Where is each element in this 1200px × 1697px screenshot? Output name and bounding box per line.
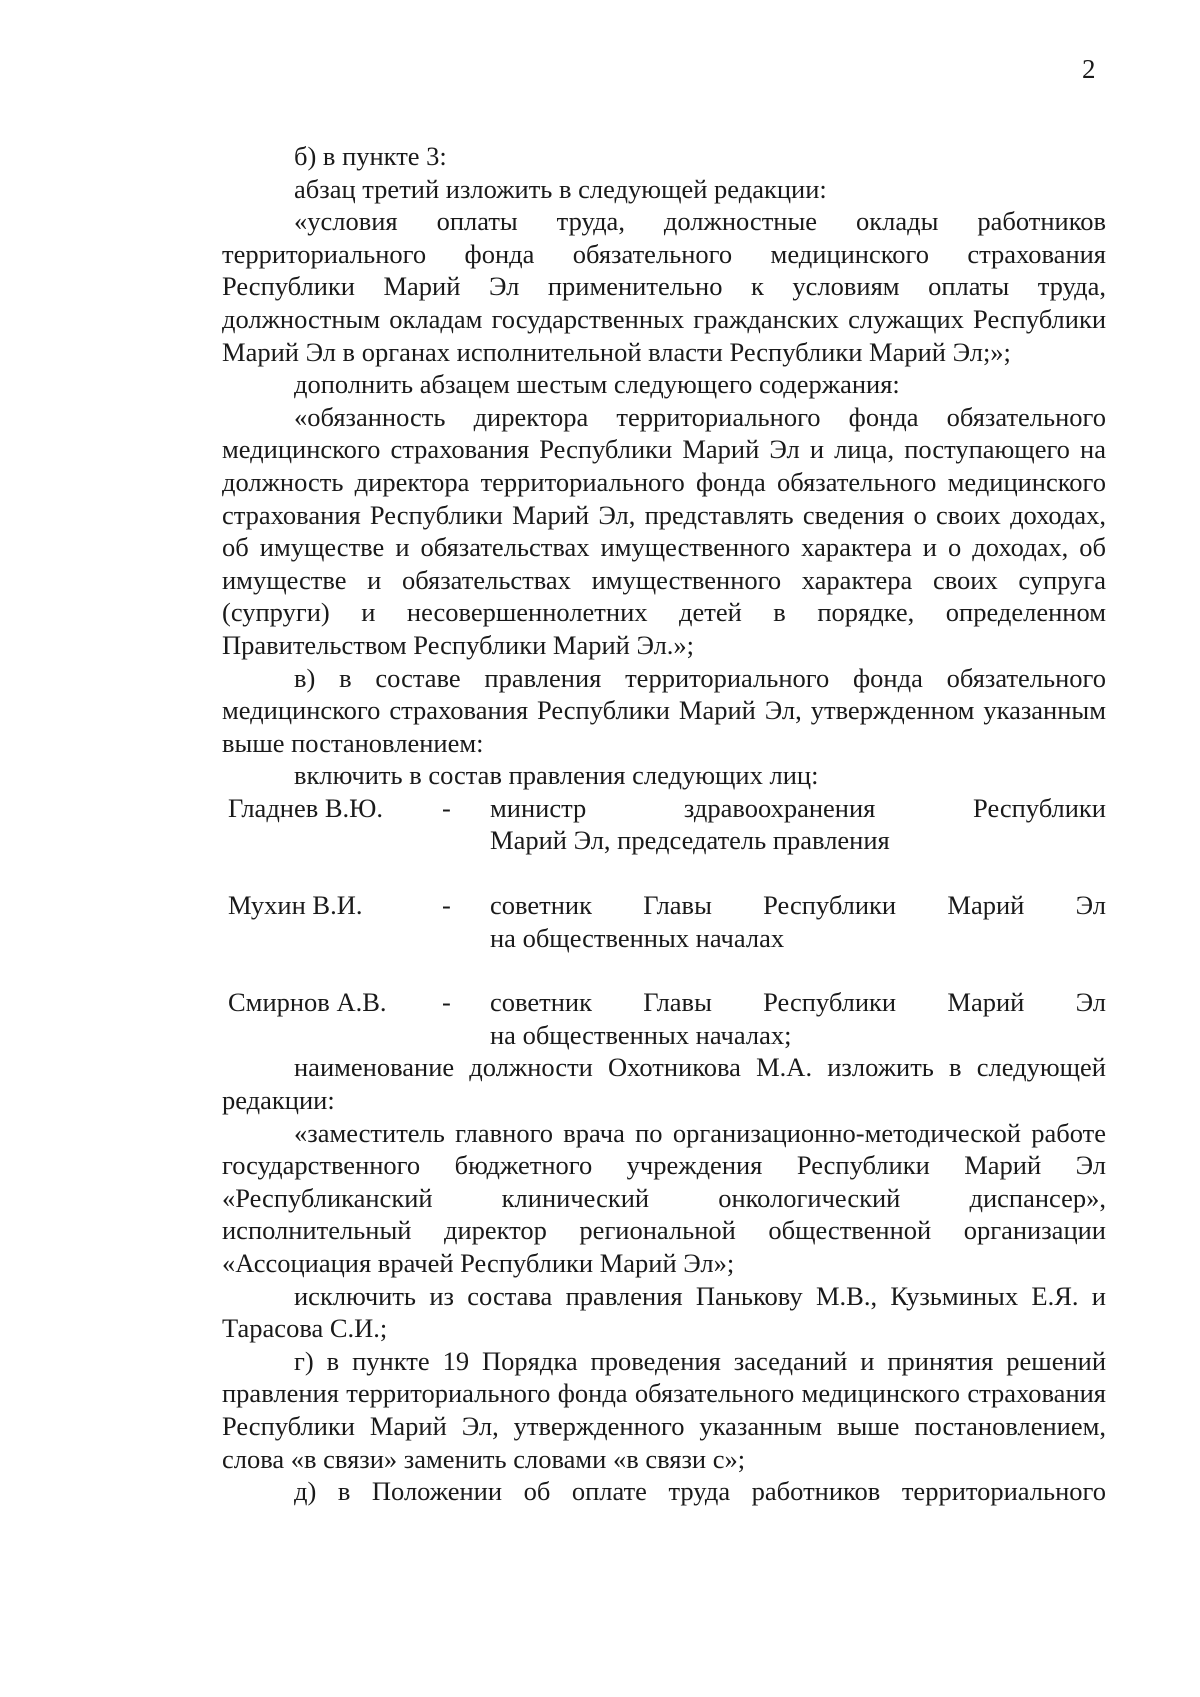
member-dash: - (442, 890, 451, 921)
board-member-row (222, 986, 1106, 1051)
paragraph-abzac-tretiy: абзац третий изложить в следующей редакции: (294, 173, 827, 204)
member-dash: - (442, 792, 451, 823)
member-position-line1: советник Главы Республики Марий Эл (490, 987, 1106, 1018)
paragraph-item-g: г) в пункте 19 Порядка проведения заседаний и принятия решений правления территориального фонда обязательного медицинского страхования Республики Марий Эл, утвержденного указанным выше постановлением, слова «в связи» заменить словами «в связи с»; (222, 1345, 1106, 1474)
paragraph-naimenovanie: наименование должности Охотникова М.А. изложить в следующей редакции: (222, 1052, 1106, 1116)
paragraph-dopolnit: дополнить абзацем шестым следующего содержания: (294, 369, 900, 400)
document-body (222, 140, 1106, 1508)
page-number: 2 (1082, 54, 1096, 84)
member-position-line2: на общественных началах (490, 922, 785, 953)
member-position-line2: на общественных началах; (490, 1019, 792, 1050)
member-name: Мухин В.И. (228, 890, 363, 921)
board-member-row (222, 889, 1106, 954)
paragraph-item-d: д) в Положении об оплате труда работников территориального (294, 1476, 1106, 1507)
member-dash: - (442, 987, 451, 1018)
member-name: Гладнев В.Ю. (228, 792, 384, 823)
member-position-line2: Марий Эл, председатель правления (490, 825, 890, 856)
board-member-row (222, 792, 1106, 857)
member-name: Смирнов А.В. (228, 987, 387, 1018)
paragraph-quote-obyazannost: «обязанность директора территориального фонда обязательного медицинского страхования Республики Марий Эл и лица, поступающего на должность директора территориального фонда обязательного медицинского страхования Республики Марий Эл, представлять сведения о своих доходах, об имуществе и обязательствах имущественного характера и о доходах, об имуществе и обязательствах имущественного характера своих супруга (супруги) и несовершеннолетних детей в порядке, определенном Правительством Республики Марий Эл.»; (222, 401, 1106, 660)
paragraph-quote-usloviya: «условия оплаты труда, должностные оклады работников территориального фонда обязательного медицинского страхования Республики Марий Эл применительно к условиям оплаты труда, должностным окладам государственных гражданских служащих Республики Марий Эл в органах исполнительной власти Республики Марий Эл;»; (222, 206, 1106, 367)
member-position-line1: министр здравоохранения Республики (490, 792, 1106, 823)
paragraph-item-v: в) в составе правления территориального фонда обязательного медицинского страхования Республики Марий Эл, утвержденном указанным выше постановлением: (222, 662, 1106, 758)
member-position (490, 889, 1106, 954)
member-position-line1: советник Главы Республики Марий Эл (490, 890, 1106, 921)
member-position (490, 792, 1106, 857)
member-position (490, 986, 1106, 1051)
paragraph-item-b: б) в пункте 3: (294, 141, 447, 171)
board-members-list (222, 792, 1106, 1052)
paragraph-vklyuchit: включить в состав правления следующих лиц: (294, 760, 819, 791)
paragraph-quote-zamestitel: «заместитель главного врача по организационно-методической работе государственного бюджетного учреждения Республики Марий Эл «Республиканский клинический онкологический диспансер», исполнительный директор региональной общественной организации «Ассоциация врачей Республики Марий Эл»; (222, 1117, 1106, 1278)
paragraph-isklyuchit: исключить из состава правления Панькову М.В., Кузьминых Е.Я. и Тарасова С.И.; (222, 1280, 1106, 1344)
